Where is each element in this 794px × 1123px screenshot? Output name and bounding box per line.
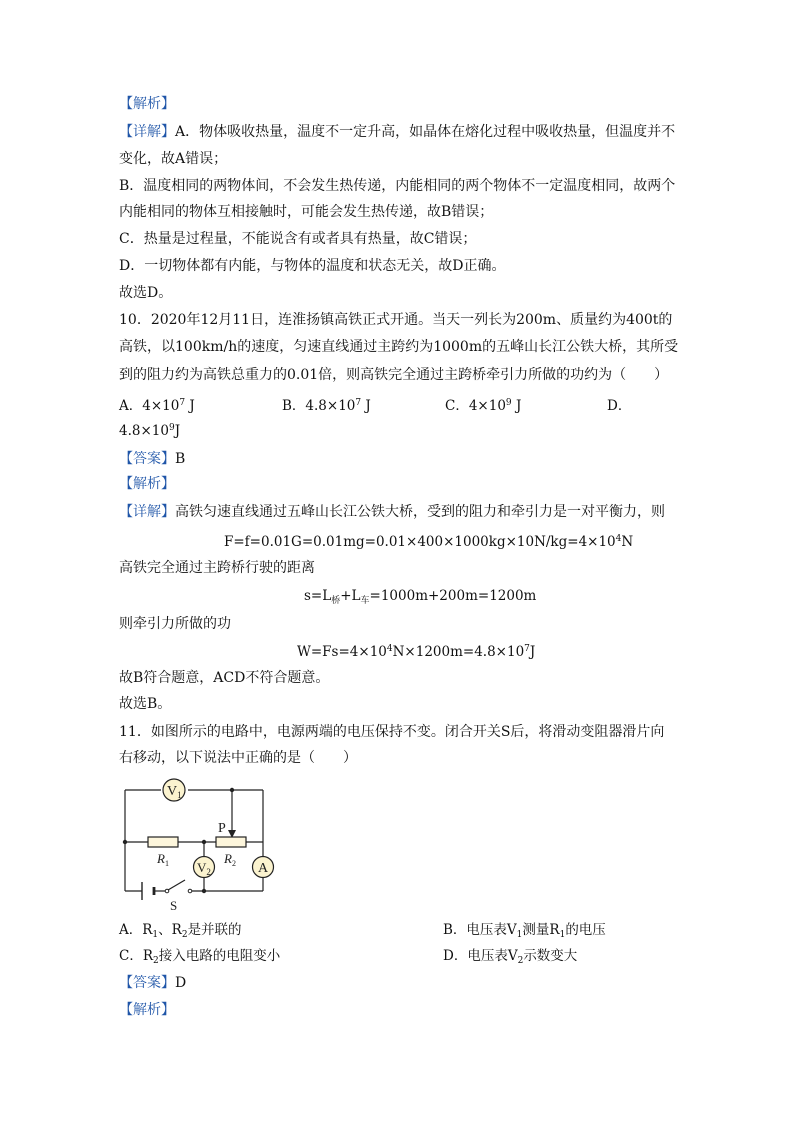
q9-detail-a-line2: 变化，故A错误； [119, 151, 228, 167]
q10-detail-line2: 高铁完全通过主跨桥行驶的距离 [119, 560, 315, 576]
q11-option-c: C．$R_2$接入电路的电阻变小 [119, 948, 281, 966]
junction-dot [123, 840, 127, 844]
q10-answer: 【答案】B [119, 451, 186, 467]
q10-option-c: C．$4\times 10^9$ J [445, 398, 522, 414]
r2-label: $R_2$ [224, 851, 236, 868]
resistor-r2-icon [216, 837, 246, 847]
q9-detail-b-line2: 内能相同的物体互相接触时，可能会发生热传递，故B错误； [119, 204, 494, 220]
circuit-diagram [118, 776, 278, 914]
q11-option-a: A．$R_1$、$R_2$是并联的 [119, 922, 242, 940]
r1-label: $R_1$ [157, 851, 169, 868]
q10-jiexi-tag: 【解析】 [119, 476, 175, 492]
q9-detail-b-line1: B．温度相同的两物体间，不会发生热传递，内能相同的两个物体不一定温度相同，故两个 [119, 178, 676, 194]
q9-detail-tag: 【详解】 [119, 124, 175, 140]
q9-jiexi-tag: 【解析】 [119, 96, 175, 112]
v1-label: $V_1$ [167, 784, 182, 800]
switch-label: S [170, 898, 178, 913]
junction-dot [202, 889, 206, 893]
q9-detail-d-line: D．一切物体都有内能，与物体的温度和状态无关，故D正确。 [119, 258, 506, 274]
q10-option-d-value: $4.8\times 10^9J$ [119, 423, 181, 439]
q10-equation-force: $F=f=0.01G=0.01mg=0.01\times 400\times 1000kg\times 10N/kg=4\times 10^4N$ [224, 534, 634, 550]
q11-stem-line2: 右移动，以下说法中正确的是（ ） [119, 750, 357, 766]
switch-contact-icon [188, 889, 192, 893]
resistor-r1-icon [148, 837, 178, 847]
q10-equation-work: $W=Fs=4\times 10^4N\times 1200m=4.8\times 10^7J$ [297, 644, 536, 660]
q11-answer-tag: 【答案】 [119, 975, 175, 991]
q11-answer: 【答案】D [119, 975, 187, 991]
slider-label: P [218, 821, 226, 836]
q10-conclusion: 故B符合题意，ACD不符合题意。 [119, 670, 330, 686]
q10-option-a: A．$4\times 10^7$ J [119, 398, 195, 414]
q11-option-b: B．电压表$V_1$测量$R_1$的电压 [443, 922, 606, 940]
q11-stem-line1: 11．如图所示的电路中，电源两端的电压保持不变。闭合开关S后，将滑动变阻器滑片向 [119, 724, 665, 740]
q11-option-d: D．电压表$V_2$示数变大 [443, 948, 578, 966]
q10-option-d-label: D． [607, 398, 632, 414]
q10-answer-tag: 【答案】 [119, 451, 175, 467]
junction-dot [202, 840, 206, 844]
q10-detail-line3: 则牵引力所做的功 [119, 616, 231, 632]
v2-label: $V_2$ [197, 860, 211, 877]
q10-equation-distance: $s=L_桥+L_车=1000m+200m=1200m$ [304, 588, 537, 606]
q9-detail-a-line1: 【详解】A．物体吸收热量，温度不一定升高，如晶体在熔化过程中吸收热量，但温度并不 [119, 124, 676, 140]
switch-blade-icon [168, 880, 185, 890]
q10-stem-line2: 高铁，以100km/h的速度，匀速直线通过主跨约为1000m的五峰山长江公铁大桥，其所受 [119, 339, 679, 355]
q10-option-b: B．$4.8\times 10^7$ J [282, 398, 371, 414]
q9-choice: 故选D。 [119, 285, 173, 301]
q9-detail-c-line: C．热量是过程量，不能说含有或者具有热量，故C错误； [119, 231, 477, 247]
junction-dot [230, 788, 234, 792]
q10-stem-line3: 到的阻力约为高铁总重力的0.01倍，则高铁完全通过主跨桥牵引力所做的功约为（ ） [119, 367, 669, 383]
q10-detail-line1: 【详解】高铁匀速直线通过五峰山长江公铁大桥，受到的阻力和牵引力是一对平衡力，则 [119, 504, 665, 520]
q10-detail-tag: 【详解】 [119, 504, 175, 520]
q11-jiexi-tag: 【解析】 [119, 1002, 175, 1018]
ammeter-label: A [258, 861, 269, 876]
q10-choice: 故选B。 [119, 696, 172, 712]
q10-stem-line1: 10．2020年12月11日，连淮扬镇高铁正式开通。当天一列长为200m、质量约为400t的 [119, 312, 673, 328]
